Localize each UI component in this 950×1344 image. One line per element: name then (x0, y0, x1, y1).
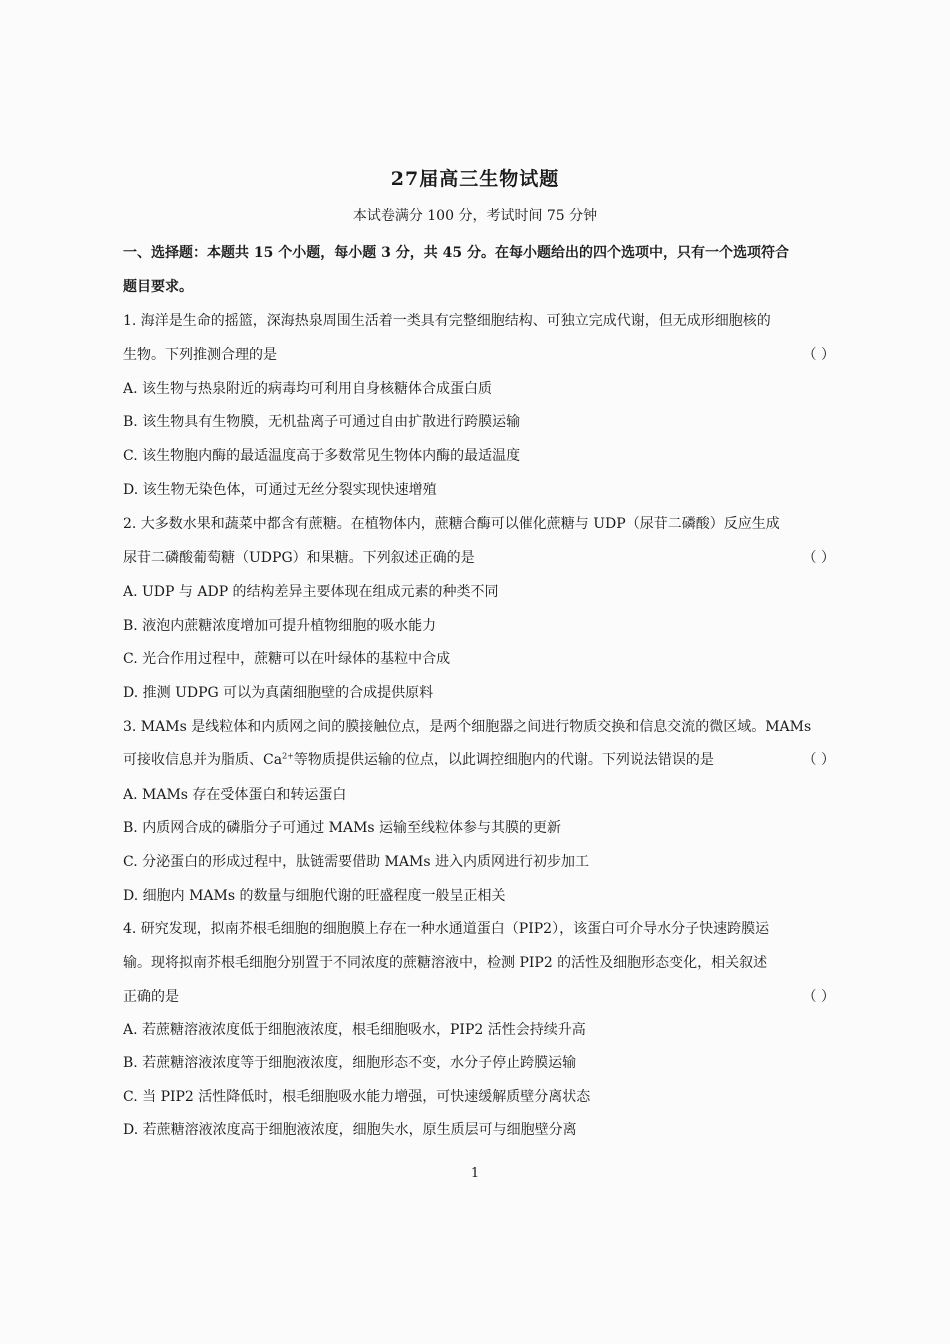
question-3-stem-cont (123, 749, 835, 769)
question-3-stem-text-b: 等物质提供运输的位点，以此调控细胞内的代谢。下列说法错误的是 (293, 752, 714, 768)
question-3-option-a: A. MAMs 存在受体蛋白和转运蛋白 (123, 787, 347, 803)
page-title: 27届高三生物试题 (390, 168, 560, 190)
question-1-option-d: D. 该生物无染色体，可通过无丝分裂实现快速增殖 (123, 482, 437, 498)
question-2-option-a: A. UDP 与 ADP 的结构差异主要体现在组成元素的种类不同 (123, 584, 499, 600)
question-3-option-d: D. 细胞内 MAMs 的数量与细胞代谢的旺盛程度一般呈正相关 (123, 888, 506, 904)
question-4-stem-cont: 输。现将拟南芥根毛细胞分别置于不同浓度的蔗糖溶液中，检测 PIP2 的活性及细胞形态变化，相关叙述 (123, 955, 768, 971)
question-2-stem-text: 尿苷二磷酸葡萄糖（UDPG）和果糖。下列叙述正确的是 (123, 550, 475, 566)
question-2-stem-cont (123, 547, 835, 567)
question-4-stem-cont2 (123, 986, 835, 1006)
question-2-option-d: D. 推测 UDPG 可以为真菌细胞壁的合成提供原料 (123, 685, 434, 701)
question-1-option-a: A. 该生物与热泉附近的病毒均可利用自身核糖体合成蛋白质 (123, 381, 493, 397)
answer-blank: （ ） (802, 752, 835, 768)
exam-info: 本试卷满分 100 分，考试时间 75 分钟 (352, 208, 598, 224)
superscript: 2+ (282, 751, 294, 761)
page-number: 1 (470, 1166, 480, 1181)
question-4-option-b: B. 若蔗糖溶液浓度等于细胞液浓度，细胞形态不变，水分子停止跨膜运输 (123, 1055, 577, 1071)
answer-blank: （ ） (802, 989, 835, 1005)
question-3-stem: 3. MAMs 是线粒体和内质网之间的膜接触位点，是两个细胞器之间进行物质交换和信息交流的微区域。MAMs (123, 719, 812, 735)
question-1-option-b: B. 该生物具有生物膜，无机盐离子可通过自由扩散进行跨膜运输 (123, 414, 521, 430)
question-2-option-b: B. 液泡内蔗糖浓度增加可提升植物细胞的吸水能力 (123, 618, 437, 634)
answer-blank: （ ） (802, 347, 835, 363)
section-heading: 一、选择题：本题共 15 个小题，每小题 3 分，共 45 分。在每小题给出的四个选项中，只有一个选项符合 (123, 245, 789, 261)
question-4-option-a: A. 若蔗糖溶液浓度低于细胞液浓度，根毛细胞吸水，PIP2 活性会持续升高 (123, 1022, 586, 1038)
answer-blank: （ ） (802, 550, 835, 566)
question-4-option-d: D. 若蔗糖溶液浓度高于细胞液浓度，细胞失水，原生质层可与细胞壁分离 (123, 1122, 577, 1138)
question-4-stem-text: 正确的是 (123, 989, 179, 1005)
question-1-stem: 1. 海洋是生命的摇篮，深海热泉周围生活着一类具有完整细胞结构、可独立完成代谢，但无成形细胞核的 (123, 313, 771, 329)
question-1-option-c: C. 该生物胞内酶的最适温度高于多数常见生物体内酶的最适温度 (123, 448, 521, 464)
question-1-stem-text: 生物。下列推测合理的是 (123, 347, 277, 363)
question-4-stem: 4. 研究发现，拟南芥根毛细胞的细胞膜上存在一种水通道蛋白（PIP2），该蛋白可介导水分子快速跨膜运 (123, 921, 770, 937)
question-4-option-c: C. 当 PIP2 活性降低时，根毛细胞吸水能力增强，可快速缓解质壁分离状态 (123, 1089, 591, 1105)
question-2-stem: 2. 大多数水果和蔬菜中都含有蔗糖。在植物体内，蔗糖合酶可以催化蔗糖与 UDP（尿苷二磷酸）反应生成 (123, 516, 780, 532)
section-heading-cont: 题目要求。 (123, 279, 193, 295)
question-2-option-c: C. 光合作用过程中，蔗糖可以在叶绿体的基粒中合成 (123, 651, 451, 667)
question-3-stem-text-a: 可接收信息并为脂质、Ca (123, 752, 283, 768)
question-1-stem-cont (123, 344, 835, 364)
question-3-option-b: B. 内质网合成的磷脂分子可通过 MAMs 运输至线粒体参与其膜的更新 (123, 820, 562, 836)
question-3-option-c: C. 分泌蛋白的形成过程中，肽链需要借助 MAMs 进入内质网进行初步加工 (123, 854, 589, 870)
